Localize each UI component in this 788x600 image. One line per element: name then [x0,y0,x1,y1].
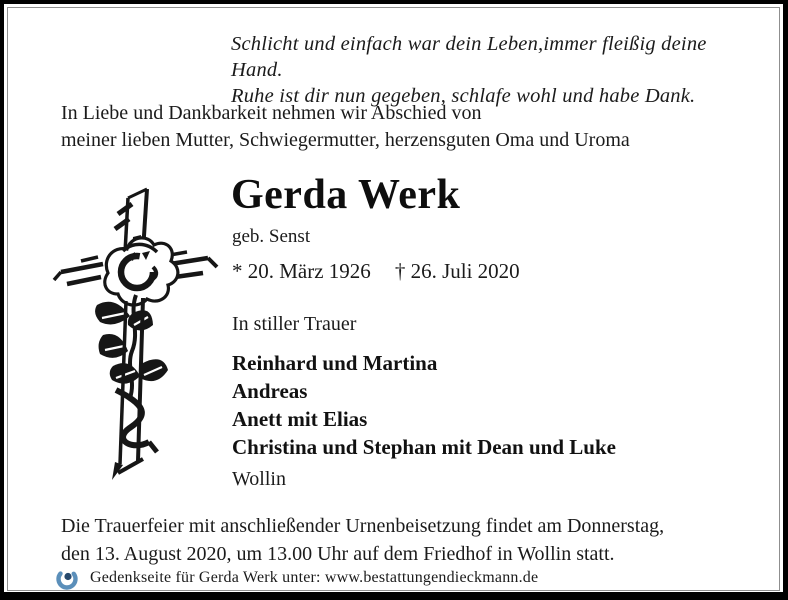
bottom-black-bar [0,592,788,600]
intro-line-1: In Liebe und Dankbarkeit nehmen wir Abschied von [61,102,482,124]
deceased-name: Gerda Werk [231,172,461,218]
intro-paragraph [61,100,701,154]
memorial-site-logo-icon [54,565,80,591]
mourner-name: Reinhard und Martina [232,351,438,375]
ceremony-line-2: den 13. August 2020, um 13.00 Uhr auf dem Friedhof in Wollin statt. [61,543,615,565]
intro-line-2: meiner lieben Mutter, Schwiegermutter, herzensguten Oma und Uroma [61,129,630,151]
birth-date: * 20. März 1926 [232,259,371,283]
mourning-lead: In stiller Trauer [232,313,357,335]
maiden-name: geb. Senst [232,226,311,247]
death-date: † 26. Juli 2020 [394,259,520,283]
cross-rose-illustration [39,174,224,484]
ceremony-line-1: Die Trauerfeier mit anschließender Urnenbeisetzung findet am Donnerstag, [61,515,665,537]
epigraph-line-2: Ruhe ist dir nun gegeben, schlafe wohl und habe Dank. [231,85,696,107]
memorial-row [54,565,538,591]
place-name: Wollin [232,468,286,490]
mourner-name: Anett mit Elias [232,407,368,431]
mourner-name: Andreas [232,379,308,403]
memorial-text: Gedenkseite für Gerda Werk unter: www.bestattungendieckmann.de [90,569,539,586]
epigraph-line-1: Schlicht und einfach war dein Leben,immer fleißig deine Hand. [231,33,707,81]
mourners-list [232,349,616,461]
ceremony-info [61,512,721,568]
epigraph [231,31,761,109]
cross-rose-icon [39,174,224,484]
mourner-name: Christina und Stephan mit Dean und Luke [232,435,616,459]
life-dates [232,259,520,284]
